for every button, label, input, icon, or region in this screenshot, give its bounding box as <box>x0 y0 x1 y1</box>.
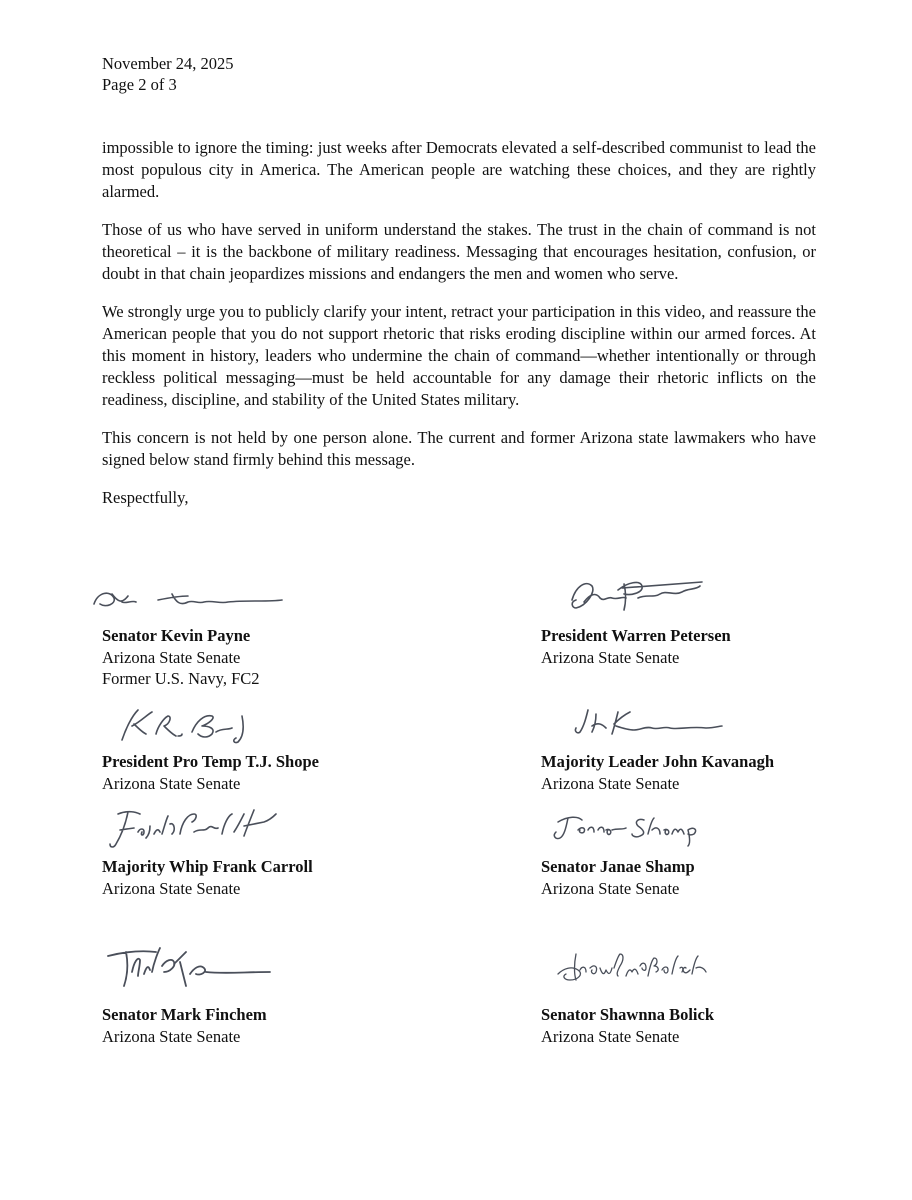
signature-payne <box>88 582 288 618</box>
page-number: Page 2 of 3 <box>102 75 177 94</box>
signatory-block <box>541 856 695 899</box>
signatory-name: Senator Janae Shamp <box>541 857 695 876</box>
signature-finchem <box>104 942 274 994</box>
signatory-block <box>102 625 260 690</box>
signatory-affiliation: Arizona State Senate <box>102 773 241 793</box>
signature-kavanagh <box>566 706 726 738</box>
signatory-affiliation: Arizona State Senate <box>102 878 241 898</box>
signatory-block <box>541 1004 714 1047</box>
signature-petersen <box>562 572 712 616</box>
signatory-name: Senator Mark Finchem <box>102 1005 267 1024</box>
closing: Respectfully, <box>102 488 189 507</box>
signatory-block <box>541 751 774 794</box>
signatory-affiliation: Arizona State Senate <box>102 647 241 667</box>
signatory-name: President Warren Petersen <box>541 626 731 645</box>
signatory-block <box>102 1004 267 1047</box>
signature-carroll <box>104 804 280 854</box>
signatory-affiliation: Arizona State Senate <box>541 1026 680 1046</box>
paragraph: Those of us who have served in uniform understand the stakes. The trust in the chain of command is not theoretical – it is the backbone of military readiness. Messaging that encourages hesitation, confusion, or doubt in that chain jeopardizes missions and endangers the men and women who serve. <box>102 220 816 283</box>
paragraph: This concern is not held by one person alone. The current and former Arizona state lawmakers who have signed below stand firmly behind this message. <box>102 428 816 469</box>
letter-body <box>102 137 816 525</box>
signatory-name: Majority Whip Frank Carroll <box>102 857 313 876</box>
signatory-block <box>102 751 319 794</box>
signatory-name: Senator Shawnna Bolick <box>541 1005 714 1024</box>
signatory-name: Majority Leader John Kavanagh <box>541 752 774 771</box>
letter-header <box>102 53 234 95</box>
paragraph: We strongly urge you to publicly clarify your intent, retract your participation in this video, and reassure the American people that you do not support rhetoric that risks eroding discipline within our armed forces. At this moment in history, leaders who undermine the chain of command—whether intentionally or through reckless political messaging—must be held accountable for any damage their rhetoric inflicts on the readiness, discipline, and stability of the United States military. <box>102 302 816 409</box>
signature-bolick <box>548 940 734 986</box>
signatory-affiliation: Arizona State Senate <box>541 647 680 667</box>
paragraph: impossible to ignore the timing: just weeks after Democrats elevated a self-described communist to lead the most populous city in America. The American people are watching these choices, and they are rightly alarmed. <box>102 138 816 201</box>
signatory-affiliation: Former U.S. Navy, FC2 <box>102 669 260 688</box>
signatory-affiliation: Arizona State Senate <box>541 878 680 898</box>
signatory-affiliation: Arizona State Senate <box>541 773 680 793</box>
signatory-block <box>102 856 313 899</box>
signature-shamp <box>548 808 704 848</box>
letter-date: November 24, 2025 <box>102 54 234 73</box>
signatory-affiliation: Arizona State Senate <box>102 1026 241 1046</box>
signatory-block <box>541 625 731 668</box>
signature-shope <box>112 704 272 746</box>
signatory-name: President Pro Temp T.J. Shope <box>102 752 319 771</box>
signatory-name: Senator Kevin Payne <box>102 626 251 645</box>
